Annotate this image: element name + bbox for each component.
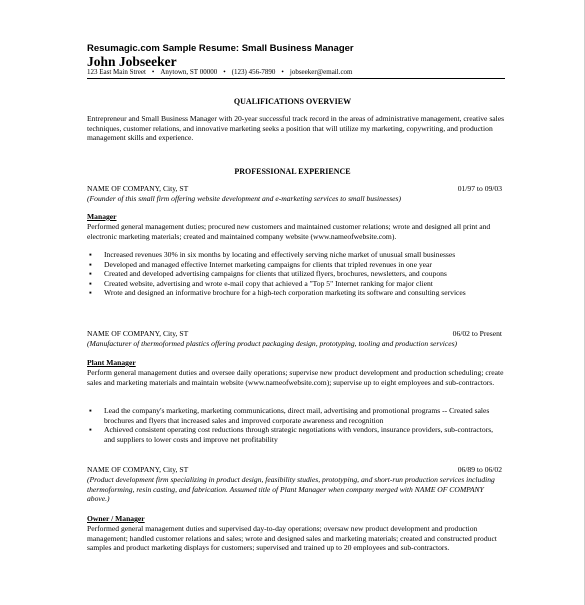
list-item: ▪ Developed and managed effective Internet marketing campaigns for clients that tripled revenues in one year (89, 259, 432, 269)
candidate-name: John Jobseeker (87, 54, 177, 69)
list-item: ▪ Created and developed advertising campaigns for clients that utilized flyers, brochures, newsletters, and coupons (89, 269, 447, 279)
job-summary: Performed general management duties and supervised day-to-day operations; oversaw new product development and production management; handled customer relations and sales; wrote and designed sales and marketing materials; created and constructed product samples and product marketing displays for customers; supervised and trained up to 20 employees and sub-contractors. (87, 524, 497, 553)
job-company: NAME OF COMPANY, City, ST (87, 184, 189, 193)
resume-title: Resumagic.com Sample Resume: Small Business Manager (87, 43, 354, 54)
separator: • (151, 68, 155, 76)
job-description: (Manufacturer of thermoformed plastics offering product packaging design, prototyping, tooling and production services) (87, 339, 458, 348)
experience-heading: PROFESSIONAL EXPERIENCE (234, 167, 351, 176)
job-company: NAME OF COMPANY, City, ST (87, 465, 189, 474)
job-achievements (87, 250, 505, 298)
list-item: ▪ Lead the company's marketing, marketing communications, direct mail, advertising and promotional programs -- Created sales brochures and flyers that increased sales and improved corporate awareness and recognition (89, 406, 490, 425)
separator: • (281, 68, 284, 76)
job-role: Owner / Manager (87, 514, 145, 523)
bullet-marker: ▪ (89, 259, 92, 269)
header-divider (87, 78, 505, 79)
job-dates: 01/97 to 09/03 (457, 184, 502, 193)
bullet-marker: ▪ (89, 278, 92, 288)
separator: • (223, 68, 226, 76)
bullet-marker: ▪ (89, 269, 92, 279)
qualifications-text: Entrepreneur and Small Business Manager with 20-year successful track record in the areas of administrative management, creative sales techniques, customer relations, and innovative marketing seeks a position that will utilize my marketing, copywriting, and production management skills and experience. (87, 114, 505, 143)
city: Anytown, ST 00000 (160, 68, 218, 76)
contact-line (87, 68, 353, 76)
bullet-marker: ▪ (89, 425, 92, 435)
address: 123 East Main Street (87, 68, 146, 76)
job-description: (Product development firm specializing in product design, feasibility studies, prototyping, and short-run production services including thermoforming, resin casting, and fabrication. Assumed title of Plant Manager when company merged with NAME OF COMPANY above.) (87, 475, 495, 504)
list-item: ▪ Increased revenues 30% in six months by locating and effectively serving niche market of unusual small businesses (89, 250, 456, 259)
qualifications-heading: QUALIFICATIONS OVERVIEW (233, 97, 352, 106)
job-description: (Founder of this small firm offering website development and e-marketing services to small businesses) (87, 194, 402, 203)
job-achievements (87, 406, 505, 444)
job-company: NAME OF COMPANY, City, ST (87, 329, 189, 338)
job-role: Manager (87, 212, 117, 221)
bullet-marker: ▪ (89, 288, 92, 298)
phone: (123) 456-7890 (231, 68, 276, 76)
list-item: ▪ Wrote and designed an informative brochure for a high-tech corporation marketing its software and consulting services (89, 288, 466, 298)
job-summary: Perform general management duties and oversee daily operations; supervise new product development and production scheduling; create sales and marketing materials and maintain website (www.nameofwebsite.com); supervise up to eight employees and sub-contractors. (87, 368, 504, 387)
email: jobseeker@email.com (289, 68, 353, 76)
list-item: ▪ Achieved consistent operating cost reductions through strategic negotiations with vendors, insurance providers, sub-contractors, and suppliers to lower costs and improve net profitability (89, 425, 494, 444)
job-dates: 06/89 to 06/02 (457, 465, 502, 474)
bullet-marker: ▪ (89, 250, 92, 259)
list-item: ▪ Created website, advertising and wrote e-mail copy that achieved a "Top 5" Internet ranking for major client (89, 278, 433, 288)
job-role: Plant Manager (87, 358, 136, 367)
job-dates: 06/02 to Present (452, 329, 502, 338)
bullet-marker: ▪ (89, 406, 92, 415)
job-summary: Performed general management duties; procured new customers and maintained customer relations; wrote and designed all print and electronic marketing materials; created and maintained company website (www.nameofwebsite.com). (87, 222, 491, 241)
